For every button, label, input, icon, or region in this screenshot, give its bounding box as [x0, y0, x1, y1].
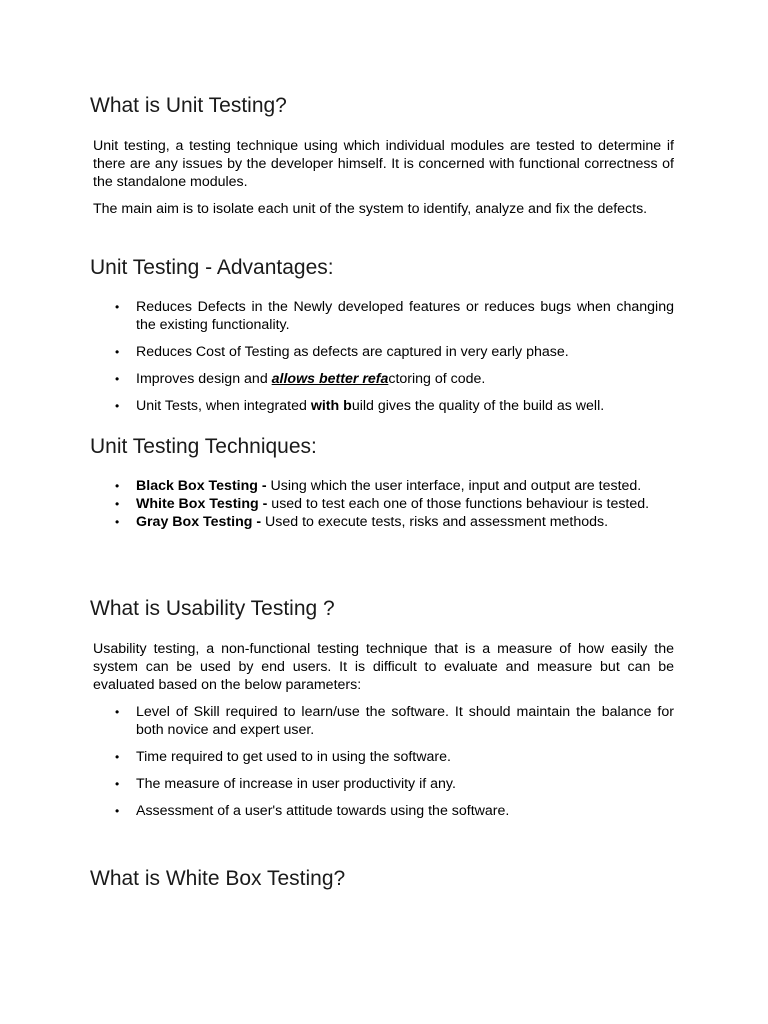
list-item: • The measure of increase in user productivity if any. [115, 776, 456, 792]
bullet-icon: • [115, 300, 120, 314]
bullet-icon: • [115, 705, 120, 719]
unit-testing-definition: Unit testing, a testing technique using which individual modules are tested to determine if there are any issues by the developer himself. It is concerned with functional correctness of the standalone modules. [93, 138, 674, 190]
list-item: • Reduces Defects in the Newly developed features or reduces bugs when changing the existing functionality. [115, 299, 674, 333]
bullet-icon: • [115, 804, 120, 818]
technique-term: White Box Testing - [136, 496, 268, 512]
bullet-icon: • [115, 372, 120, 386]
advantages-list [110, 298, 674, 424]
usability-definition: Usability testing, a non-functional testing technique that is a measure of how easily the system can be used by end users. It is difficult to evaluate and measure but can be evaluated based on the below parameters: [93, 641, 674, 693]
bullet-icon: • [115, 750, 120, 764]
bullet-icon: • [115, 515, 120, 529]
list-item: • Unit Tests, when integrated with build gives the quality of the build as well. [115, 398, 605, 414]
emphasized-text: allows better refa [271, 371, 389, 387]
techniques-list [110, 477, 674, 531]
technique-term: Gray Box Testing - [136, 514, 262, 530]
list-item: • White Box Testing - used to test each one of those functions behaviour is tested. [115, 496, 650, 512]
bullet-icon: • [115, 479, 120, 493]
bullet-icon: • [115, 345, 120, 359]
list-item: • Improves design and allows better refactoring of code. [115, 371, 486, 387]
unit-testing-aim: The main aim is to isolate each unit of the system to identify, analyze and fix the defects. [93, 201, 648, 217]
bullet-icon: • [115, 777, 120, 791]
list-item: • Gray Box Testing - Used to execute tests, risks and assessment methods. [115, 514, 609, 530]
bullet-icon: • [115, 497, 120, 511]
list-item: • Time required to get used to in using the software. [115, 749, 451, 765]
usability-parameters-list [110, 703, 674, 829]
technique-term: Black Box Testing - [136, 478, 267, 494]
list-item: • Assessment of a user's attitude towards using the software. [115, 803, 510, 819]
heading-unit-testing-techniques: Unit Testing Techniques: [90, 435, 317, 458]
bold-text: with b [310, 398, 352, 414]
bullet-icon: • [115, 399, 120, 413]
list-item: • Level of Skill required to learn/use the software. It should maintain the balance for both novice and expert user. [115, 704, 674, 738]
heading-usability-testing: What is Usability Testing ? [90, 597, 335, 620]
heading-unit-testing: What is Unit Testing? [90, 94, 287, 117]
heading-unit-testing-advantages: Unit Testing - Advantages: [90, 256, 334, 279]
heading-white-box-testing: What is White Box Testing? [90, 867, 346, 890]
list-item: • Reduces Cost of Testing as defects are captured in very early phase. [115, 344, 569, 360]
list-item: • Black Box Testing - Using which the user interface, input and output are tested. [115, 478, 642, 494]
